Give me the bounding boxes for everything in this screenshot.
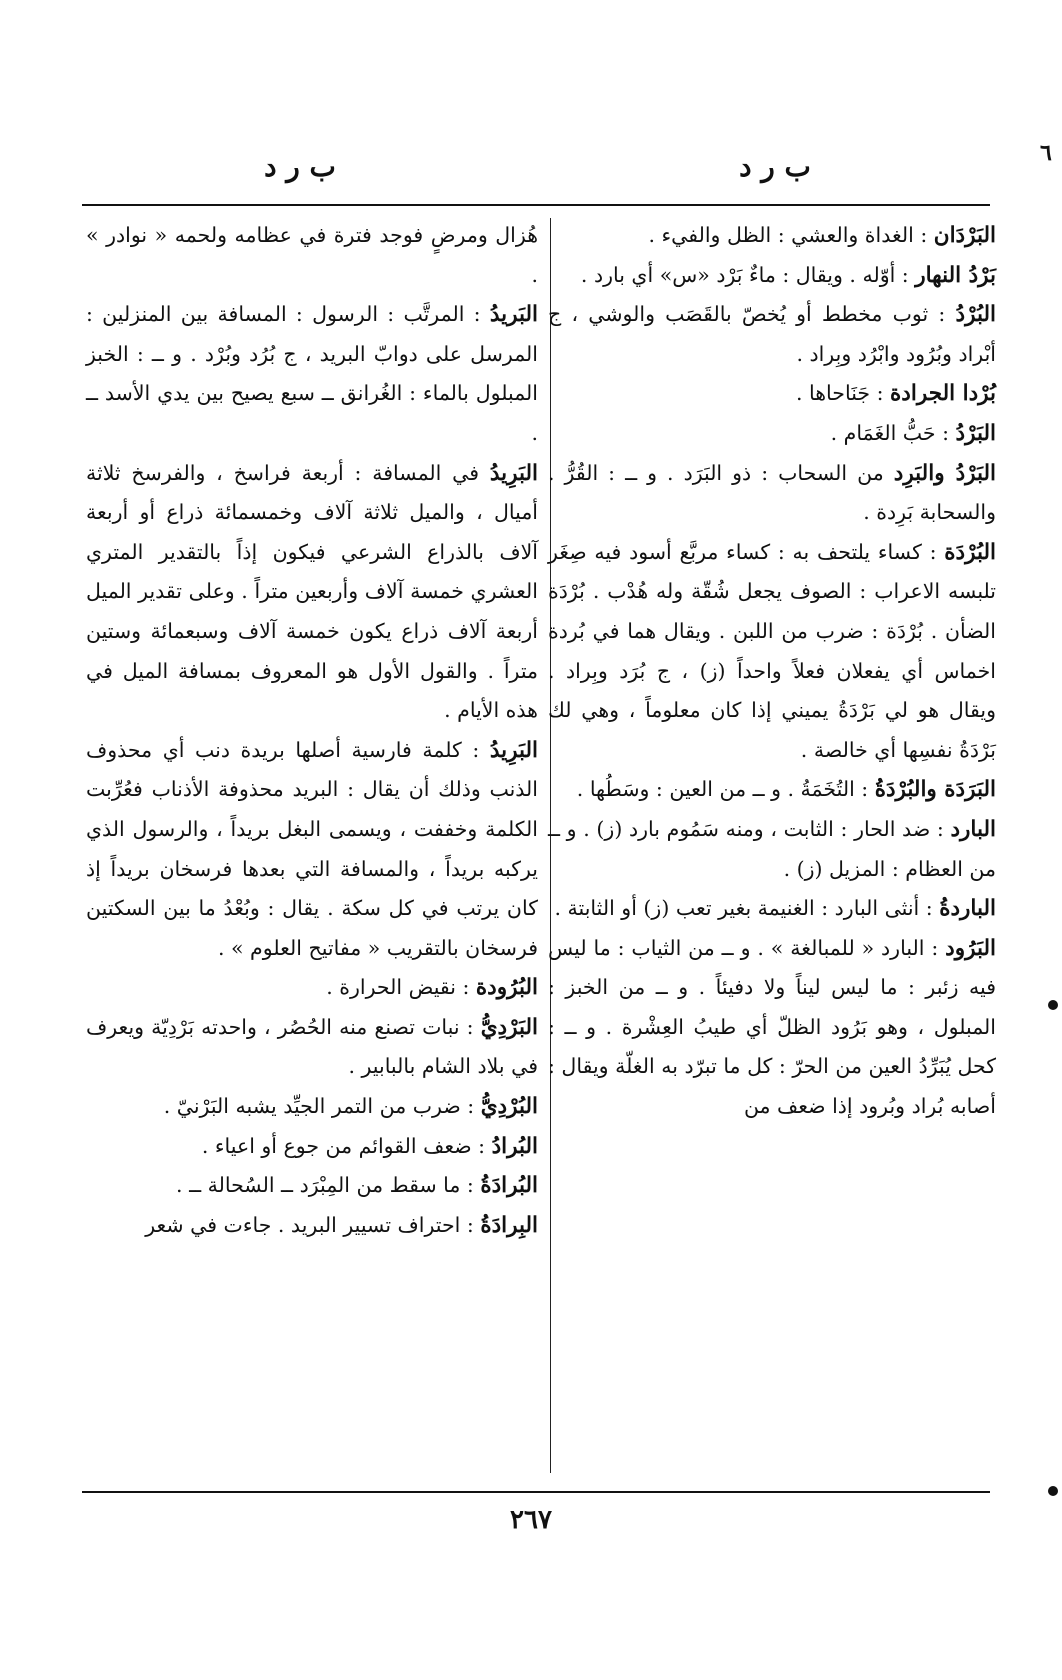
footer-rule — [82, 1491, 990, 1493]
definition: : المرتَّب : الرسول : المسافة بين المنزلين : المرسل على دوابّ البريد ، ج بُرُد وبُرْد . و ــ : الخبز المبلول بالماء : الغُرانق ــ سبع يصيح بين يدي الأسد ــ . — [86, 302, 538, 445]
headword: البَرِيدُ — [489, 737, 538, 763]
definition: : أوّله . ويقال : ماءٌ بَرْد «س» أي بارد . — [580, 262, 916, 287]
dictionary-entry — [86, 1206, 538, 1246]
dictionary-entry — [548, 454, 996, 533]
headword: البَرَدَة والبُرْدَةُ — [874, 777, 996, 803]
definition: في المسافة : أربعة فراسخ ، والفرسخ ثلاثة أميال ، والميل ثلاثة آلاف وخمسمائة ذراع أو أربعة آلاف بالذراع الشرعي فيكون إذاً بالتقدير المتري العشري خمسة آلاف وأربعين متراً . وعلى تقدير الميل أربعة آلاف ذراع يكون خمسة آلاف وسبعمائة وستين متراً . والقول الأول هو المعروف بمسافة الميل في هذه الأيام . — [86, 460, 538, 723]
definition: : ضعف القوائم من جوع أو اعياء . — [201, 1133, 492, 1158]
headword: البُرْدِيُّ — [480, 1094, 538, 1120]
dictionary-entry — [548, 533, 996, 771]
dictionary-entry — [86, 968, 538, 1008]
headword: البَريدُ — [489, 302, 538, 328]
definition: : ثوب مخطط أو يُخصّ بالقَصَب والوشي ، ج أبْراد وبُرُود وابْرُد وبِراد . — [548, 302, 996, 366]
definition: : كساء يلتحف به : كساء مربَّع أسود فيه صِغَر تلبسه الاعراب : الصوف يجعل شُقّة وله هُدْب . بُرْدَة الضأن . بُرْدَة : ضرب من اللبن . ويقال هما في بُردة اخماس أي يفعلان فعلاً واحداً (ز) ، ج بُرَد وبِراد . ويقال هو لي بَرْدَةُ يميني إذا كان معلوماً ، وهي لك بَرْدَةُ نفسِها أي خالصة . — [548, 539, 996, 762]
definition: : التُخَمَةُ . و ــ من العين : وسَطُها . — [576, 777, 875, 802]
left-column — [86, 216, 538, 1245]
dictionary-entry — [548, 929, 996, 1127]
headword: البَرْدَان — [933, 223, 996, 248]
right-column — [548, 216, 996, 1127]
page-number: ٢٦٧ — [510, 1505, 552, 1535]
definition: : جَنَاحاها . — [795, 381, 891, 406]
headword: البَرْدُ — [955, 420, 996, 446]
headword: الباردةُ — [939, 896, 996, 922]
headword: البُرُودة — [475, 975, 538, 1001]
margin-mark: ٦ — [1040, 140, 1052, 166]
dictionary-entry — [86, 731, 538, 969]
headword: البَرِيدُ — [489, 460, 538, 486]
dictionary-entry — [548, 256, 996, 296]
definition: : كلمة فارسية أصلها بريدة دنب أي محذوف الذنب وذلك أن يقال : البريد محذوفة الأذناب فعُرِّبت الكلمة وخففت ، ويسمى البغل بريداً ، والرسول الذي يركبه بريداً ، والمسافة التي بعدها فرسخان بريداً إذ كان يرتب في كل سكة . يقال : وبُعْدُ ما بين السكتين فرسخان بالتقريب « مفاتيح العلوم » . — [86, 737, 538, 960]
headword: البِرادَةُ — [480, 1212, 538, 1238]
definition: : نقيض الحرارة . — [326, 975, 476, 1000]
dictionary-entry — [548, 216, 996, 256]
headword: البُرادَةُ — [480, 1173, 538, 1199]
dictionary-entry — [548, 770, 996, 810]
definition: من السحاب : ذو البَرَد . و ــ : القُرُّ . والسحابة بَرِدة . — [548, 460, 996, 525]
dictionary-entry — [86, 216, 538, 295]
running-header-right: ب ر د — [739, 150, 811, 183]
definition: : نبات تصنع منه الحُصُر ، واحدته بَرْدِيّة ويعرف في بلاد الشام بالبابير . — [86, 1014, 538, 1079]
dictionary-entry — [86, 1008, 538, 1087]
definition: : الغداة والعشي : الظل والفيء . — [648, 223, 934, 247]
dictionary-entry — [86, 1166, 538, 1206]
definition: : ضد الحار : الثابت ، ومنه سَمُوم بارد (ز) . و ــ من العظام : المزيل (ز) . — [548, 816, 996, 881]
dictionary-entry — [86, 454, 538, 731]
definition: : حَبُّ الغَمَام . — [830, 420, 956, 445]
headword: البَرْدِيُّ — [480, 1014, 538, 1040]
headword: بَرْدُ النهار — [915, 262, 996, 288]
definition: هُزال ومرضٍ فوجد فترة في عظامه ولحمه « نوادر » . — [86, 223, 538, 287]
definition: : أنثى البارد : الغنيمة بغير تعب (ز) أو الثابتة . — [554, 896, 940, 921]
margin-dot — [1048, 1000, 1058, 1010]
headword: البارد — [950, 816, 996, 842]
headword: البُرْدُ — [955, 302, 996, 328]
margin-dot — [1048, 1486, 1058, 1496]
running-header-left: ب ر د — [264, 150, 336, 183]
dictionary-entry — [548, 889, 996, 929]
headword: بُرْدا الجرادة — [890, 381, 996, 407]
dictionary-entry — [548, 295, 996, 374]
definition: : ما سقط من المِبْرَد ــ السُحالة ــ . — [176, 1173, 481, 1198]
dictionary-entry — [548, 374, 996, 414]
headword: البُرادُ — [491, 1133, 538, 1159]
definition: : البارد « للمبالغة » . و ــ من الثياب : ما ليس فيه زئبر : ما ليس ليناً ولا دفيئاً . و ــ من الخبز : المبلول ، وهو بَرُود الظلّ أي طيبُ العِشْرة . و ــ : كحل يُبَرِّدُ العين من الحرّ : كل ما تبرّد به الغلّة ويقال : أصابه بُراد وبُرود إذا ضعف من — [548, 935, 996, 1119]
dictionary-entry — [86, 1087, 538, 1127]
dictionary-entry — [548, 810, 996, 889]
headword: البَرُود — [945, 935, 996, 961]
dictionary-entry — [548, 414, 996, 454]
definition: : ضرب من التمر الجيِّد يشبه البَرْنيّ . — [163, 1094, 481, 1119]
dictionary-entry — [86, 295, 538, 453]
headword: البُرْدَة — [944, 539, 996, 565]
definition: : احتراف تسيير البريد . جاءت في شعر — [145, 1212, 481, 1237]
dictionary-entry — [86, 1127, 538, 1167]
header-rule — [82, 204, 990, 206]
headword: البَرْدُ والبَرِد — [893, 460, 997, 486]
